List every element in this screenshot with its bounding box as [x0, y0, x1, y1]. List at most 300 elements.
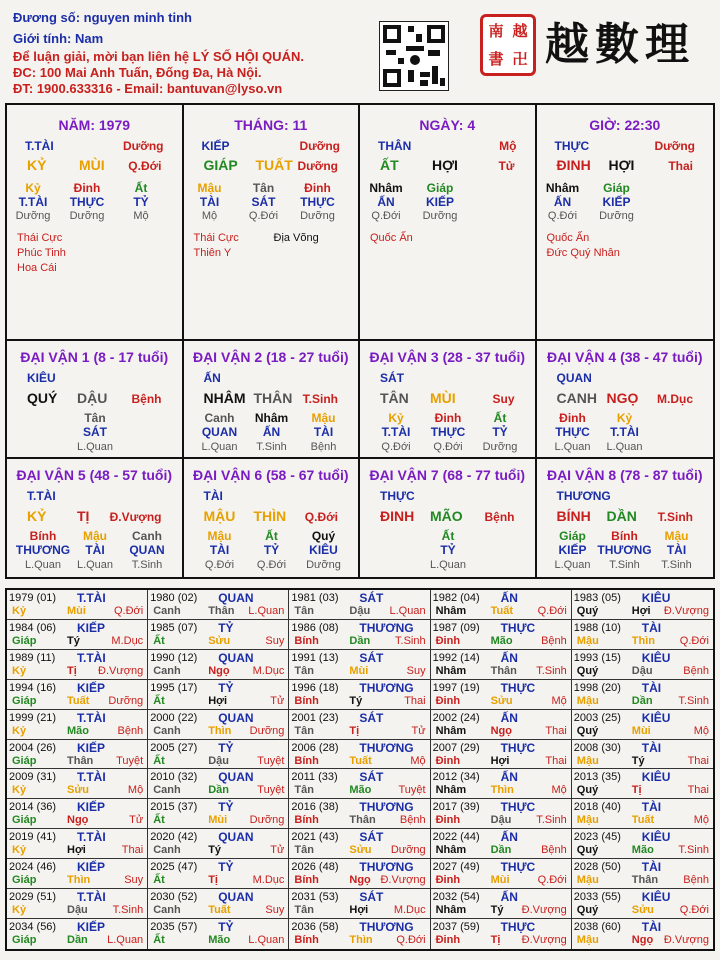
- year-cell[interactable]: [289, 650, 430, 680]
- year-stage: Suy: [406, 664, 426, 677]
- year-branch: Sửu: [349, 844, 372, 857]
- dai-van-ten-god: SÁT: [380, 371, 404, 385]
- dai-van-hidden-stage: L.Quan: [76, 559, 114, 571]
- dai-van-title: ĐẠI VẬN 6 (58 - 67 tuổi): [192, 467, 349, 483]
- dai-van-stage: Đ.Vượng: [109, 510, 162, 524]
- year-stem: Giáp: [12, 934, 37, 947]
- pillar-2: [184, 105, 361, 341]
- year-stem: Tân: [294, 605, 314, 617]
- year-cell[interactable]: [289, 919, 430, 949]
- dai-van-stem: NHÂM: [203, 390, 246, 406]
- dai-van-hidden-stem: Ất: [441, 529, 455, 543]
- year-cell[interactable]: [148, 650, 289, 680]
- year-stage: M.Dục: [252, 874, 285, 887]
- year-stem: Ất: [153, 634, 165, 647]
- year-ten-god: THƯƠNG: [359, 800, 414, 815]
- year-branch: Sửu: [208, 634, 231, 647]
- year-stage: Tử: [270, 694, 285, 707]
- year-label: 2023 (45): [573, 831, 621, 844]
- dai-van-stage: M.Dục: [657, 392, 693, 406]
- dai-van-hidden-god: TÀI: [666, 543, 687, 557]
- year-stem: Quý: [576, 904, 599, 917]
- year-cell[interactable]: [289, 740, 430, 770]
- year-cell[interactable]: [572, 859, 713, 889]
- year-stem: Bính: [294, 694, 319, 707]
- year-ten-god: TÀI: [641, 920, 662, 935]
- year-cell[interactable]: [7, 710, 148, 740]
- year-stage: Tử: [129, 814, 144, 827]
- year-stage: Đ.Vượng: [521, 934, 567, 947]
- year-stage: Suy: [124, 874, 144, 887]
- year-label: 1980 (02): [150, 592, 198, 604]
- year-cell[interactable]: [7, 740, 148, 770]
- hidden-stem-g: KIẾP: [602, 195, 631, 209]
- dai-van-hidden-stem: Ất: [265, 529, 278, 543]
- year-cell[interactable]: [431, 799, 572, 829]
- hidden-stem-g: ẤN: [377, 195, 395, 209]
- year-stage: Q.Đới: [113, 605, 144, 617]
- hidden-stem-h: Mậu: [197, 181, 222, 195]
- year-branch: Tị: [490, 934, 501, 947]
- year-branch: Dậu: [631, 664, 653, 677]
- year-stem: Kỷ: [12, 784, 27, 797]
- hidden-stem-h: Giáp: [426, 181, 454, 195]
- year-label: 2024 (46): [9, 861, 57, 874]
- year-branch: Ngọ: [349, 874, 371, 887]
- year-cell[interactable]: [7, 829, 148, 859]
- year-branch: Tý: [631, 754, 645, 767]
- dai-van-title: ĐẠI VẬN 3 (28 - 37 tuổi): [369, 349, 526, 365]
- year-stage: Dưỡng: [249, 724, 285, 737]
- dai-van-hidden-stem: Mậu: [207, 529, 232, 543]
- pillar-title: NĂM: 1979: [58, 117, 131, 133]
- year-ten-god: ẤN: [500, 650, 518, 665]
- year-cell[interactable]: [572, 590, 713, 620]
- pillar-ten-god: T.TÀI: [25, 139, 54, 153]
- year-stem: Kỷ: [12, 664, 27, 677]
- year-cell[interactable]: [572, 889, 713, 919]
- year-cell[interactable]: [289, 769, 430, 799]
- pillar-title: NGÀY: 4: [419, 117, 476, 133]
- dai-van-stem: CANH: [556, 390, 597, 406]
- dai-van-hidden-stage: Bệnh: [310, 441, 337, 453]
- year-stem: Tân: [294, 844, 314, 857]
- year-cell[interactable]: [7, 590, 148, 620]
- year-cell[interactable]: [148, 590, 289, 620]
- year-stem: Đinh: [435, 814, 461, 827]
- year-stage: Bệnh: [399, 814, 426, 827]
- dai-van-hidden-god: TÀI: [209, 543, 230, 557]
- year-label: 2038 (60): [573, 921, 621, 934]
- dai-van-branch: THÂN: [253, 390, 293, 406]
- dai-van-hidden-stem: Kỷ: [616, 411, 633, 425]
- pillar-branch-stage: Dưỡng: [297, 159, 338, 173]
- year-stem: Bính: [294, 934, 319, 947]
- year-ten-god: TỶ: [218, 620, 234, 635]
- year-ten-god: THỰC: [500, 800, 536, 815]
- year-cell[interactable]: [289, 889, 430, 919]
- year-stem: Đinh: [435, 934, 461, 947]
- year-label: 1996 (18): [291, 681, 339, 694]
- dai-van-hidden-stage: L.Quan: [76, 441, 114, 453]
- year-branch: Tị: [631, 784, 642, 797]
- year-stem: Kỷ: [12, 904, 27, 917]
- year-branch: Tuất: [349, 754, 372, 767]
- year-ten-god: SÁT: [359, 650, 384, 665]
- dai-van-2[interactable]: [184, 341, 361, 459]
- dai-van-stem: KỶ: [27, 508, 47, 524]
- year-stem: Quý: [576, 844, 599, 857]
- year-ten-god: THƯƠNG: [359, 620, 414, 635]
- dai-van-8[interactable]: [537, 459, 714, 577]
- year-cell[interactable]: [289, 590, 430, 620]
- year-ten-god: QUAN: [218, 710, 254, 725]
- year-cell[interactable]: [148, 799, 289, 829]
- dai-van-hidden-god: THỰC: [430, 425, 466, 439]
- year-stem: Giáp: [12, 634, 37, 647]
- year-stage: Thai: [404, 694, 426, 707]
- dai-van-stage: Q.Đới: [304, 510, 338, 524]
- star-item: Quốc Ấn: [546, 232, 590, 244]
- year-branch: Tị: [349, 724, 360, 737]
- pillar-branch: HỢI: [432, 157, 458, 173]
- year-cell[interactable]: [289, 829, 430, 859]
- year-ten-god: T.TÀI: [77, 650, 106, 665]
- year-cell[interactable]: [148, 680, 289, 710]
- year-stage: Đ.Vượng: [521, 904, 567, 917]
- year-ten-god: SÁT: [359, 890, 384, 905]
- year-stage: Suy: [265, 904, 285, 917]
- year-branch: Thìn: [490, 784, 514, 797]
- year-cell[interactable]: [7, 650, 148, 680]
- star-item: Thiên Y: [193, 247, 232, 259]
- year-cell[interactable]: [431, 859, 572, 889]
- dai-van-stage: Suy: [492, 392, 515, 406]
- hidden-stem-h: Kỷ: [25, 181, 41, 195]
- pillar-branch: HỢI: [608, 157, 635, 173]
- year-cell[interactable]: [7, 799, 148, 829]
- year-cell[interactable]: [148, 620, 289, 650]
- pillar-4: [537, 105, 714, 341]
- year-label: 2008 (30): [573, 741, 621, 754]
- year-stem: Canh: [153, 784, 181, 797]
- year-stage: Đ.Vượng: [663, 605, 709, 617]
- year-branch: Sửu: [67, 784, 90, 797]
- year-cell[interactable]: [148, 829, 289, 859]
- year-cell[interactable]: [572, 710, 713, 740]
- year-stage: Bệnh: [117, 724, 144, 737]
- dai-van-branch: MÃO: [430, 508, 463, 524]
- dai-van-hidden-stage: L.Quan: [606, 441, 643, 453]
- year-stage: Dưỡng: [108, 694, 144, 707]
- year-stage: Thai: [545, 754, 567, 767]
- pillar-branch: TUẤT: [255, 157, 293, 173]
- dai-van-7[interactable]: [360, 459, 537, 577]
- year-cell[interactable]: [148, 710, 289, 740]
- year-stage: Q.Đới: [396, 934, 426, 947]
- year-stage: L.Quan: [248, 934, 285, 947]
- year-stage: Q.Đới: [537, 605, 567, 617]
- year-cell[interactable]: [289, 859, 430, 889]
- dai-van-hidden-stage: Q.Đới: [433, 441, 463, 453]
- year-label: 1985 (07): [150, 621, 198, 634]
- year-label: 2025 (47): [150, 861, 198, 874]
- year-ten-god: THỰC: [500, 680, 536, 695]
- year-cell[interactable]: [572, 740, 713, 770]
- dai-van-hidden-stage: L.Quan: [24, 559, 62, 571]
- year-ten-god: T.TÀI: [77, 890, 106, 905]
- hidden-stem-s: Dưỡng: [422, 210, 458, 222]
- hidden-stem-s: Mộ: [201, 210, 218, 222]
- dai-van-4[interactable]: [537, 341, 714, 459]
- year-branch: Tý: [208, 844, 222, 857]
- year-branch: Ngọ: [67, 814, 89, 827]
- year-cell[interactable]: [148, 859, 289, 889]
- year-stage: L.Quan: [389, 605, 426, 617]
- pillar-stage: Dưỡng: [299, 139, 340, 153]
- dai-van-stem: QUÝ: [27, 390, 58, 406]
- year-cell[interactable]: [7, 620, 148, 650]
- year-cell[interactable]: [431, 650, 572, 680]
- year-cell[interactable]: [289, 620, 430, 650]
- year-branch: Ngọ: [208, 664, 230, 677]
- dai-van-hidden-stem: Đinh: [559, 411, 586, 425]
- year-branch: Mùi: [349, 664, 369, 677]
- year-ten-god: ẤN: [500, 770, 518, 785]
- dai-van-3[interactable]: [360, 341, 537, 459]
- year-cell[interactable]: [7, 859, 148, 889]
- dai-van-6[interactable]: [184, 459, 361, 577]
- hidden-stem-g: TỶ: [133, 195, 149, 209]
- year-ten-god: TỶ: [218, 740, 234, 755]
- year-ten-god: QUAN: [218, 890, 254, 905]
- year-stage: Tuyệt: [257, 784, 285, 797]
- year-cell[interactable]: [572, 919, 713, 949]
- year-label: 2009 (31): [9, 771, 57, 784]
- year-ten-god: TÀI: [641, 740, 662, 755]
- year-stem: Quý: [576, 605, 599, 617]
- year-ten-god: KIẾP: [77, 620, 106, 635]
- year-cell[interactable]: [289, 680, 430, 710]
- dai-van-stage: Bệnh: [484, 510, 515, 524]
- year-stem: Kỷ: [12, 605, 27, 617]
- dai-van-hidden-god: THƯƠNG: [597, 543, 652, 557]
- dai-van-hidden-god: T.TÀI: [381, 425, 411, 439]
- year-stem: Giáp: [12, 814, 37, 827]
- year-branch: Thìn: [208, 724, 232, 737]
- pillar-stem: ĐINH: [556, 157, 591, 173]
- year-cell[interactable]: [431, 829, 572, 859]
- year-branch: Hợi: [631, 605, 651, 617]
- year-stem: Giáp: [12, 754, 37, 767]
- year-stem: Kỷ: [12, 724, 27, 737]
- year-cell[interactable]: [431, 680, 572, 710]
- dai-van-hidden-god: TÀI: [85, 543, 105, 557]
- year-ten-god: KIẾP: [77, 680, 106, 695]
- year-label: 1988 (10): [573, 621, 621, 634]
- year-ten-god: QUAN: [218, 591, 254, 605]
- year-cell[interactable]: [148, 919, 289, 949]
- year-ten-god: KIẾP: [77, 860, 106, 875]
- dai-van-hidden-stage: L.Quan: [429, 559, 467, 571]
- year-ten-god: THỰC: [500, 920, 536, 935]
- dai-van-hidden-god: THƯƠNG: [15, 543, 71, 557]
- year-stage: Bệnh: [541, 844, 567, 857]
- year-stem: Ất: [153, 874, 165, 887]
- year-branch: Mùi: [67, 605, 86, 617]
- hidden-stem-h: Ất: [134, 181, 148, 195]
- year-ten-god: ẤN: [500, 710, 518, 725]
- year-branch: Mão: [631, 844, 654, 857]
- year-label: 1981 (03): [291, 592, 339, 604]
- year-label: 2028 (50): [573, 861, 621, 874]
- dai-van-stage: Bệnh: [131, 392, 162, 406]
- year-label: 2026 (48): [291, 861, 339, 874]
- hidden-stem-s: Dưỡng: [15, 210, 51, 222]
- pillar-stage: Dưỡng: [122, 139, 164, 153]
- year-cell[interactable]: [572, 829, 713, 859]
- year-label: 2017 (39): [432, 801, 480, 814]
- year-label: 1990 (12): [150, 651, 198, 664]
- year-ten-god: T.TÀI: [77, 830, 106, 845]
- year-stage: Q.Đới: [679, 904, 709, 917]
- hidden-stem-h: Đinh: [73, 181, 101, 195]
- year-stem: Canh: [153, 664, 181, 677]
- year-stage: Mộ: [693, 724, 709, 737]
- year-label: 2015 (37): [150, 801, 198, 814]
- year-stem: Nhâm: [435, 724, 467, 737]
- year-label: 2012 (34): [432, 771, 480, 784]
- year-ten-god: ẤN: [500, 591, 518, 605]
- year-cell[interactable]: [289, 710, 430, 740]
- year-stem: Quý: [576, 724, 599, 737]
- year-label: 2033 (55): [573, 891, 621, 904]
- year-stem: Nhâm: [435, 844, 467, 857]
- year-stage: T.Sinh: [536, 814, 567, 827]
- year-cell[interactable]: [148, 740, 289, 770]
- dai-van-hidden-stage: L.Quan: [554, 559, 591, 571]
- dai-van-hidden-stem: Đinh: [434, 411, 462, 425]
- year-cell[interactable]: [7, 919, 148, 949]
- year-stage: Mộ: [410, 754, 426, 767]
- dai-van-hidden-god: TỶ: [263, 543, 280, 557]
- year-label: 2027 (49): [432, 861, 480, 874]
- dai-van-stem: BÍNH: [556, 508, 591, 524]
- hidden-stem-g: THỰC: [69, 195, 105, 209]
- year-stage: Đ.Vượng: [663, 934, 709, 947]
- dai-van-stem: ĐINH: [380, 508, 415, 524]
- year-branch: Tuất: [490, 605, 513, 617]
- year-label: 2034 (56): [9, 921, 57, 934]
- year-branch: Mão: [349, 784, 372, 797]
- year-stem: Canh: [153, 605, 181, 617]
- dai-van-hidden-stem: Quý: [311, 529, 336, 543]
- dai-van-5[interactable]: [7, 459, 184, 577]
- year-cell[interactable]: [431, 620, 572, 650]
- year-stem: Đinh: [435, 874, 461, 887]
- year-cell[interactable]: [572, 799, 713, 829]
- yearly-grid: [5, 588, 715, 951]
- year-stage: Thai: [545, 724, 567, 737]
- year-cell[interactable]: [572, 769, 713, 799]
- year-cell[interactable]: [431, 919, 572, 949]
- year-cell[interactable]: [431, 710, 572, 740]
- year-stage: Dưỡng: [249, 814, 285, 827]
- year-stage: Q.Đới: [537, 874, 567, 887]
- dai-van-1[interactable]: [7, 341, 184, 459]
- year-ten-god: T.TÀI: [77, 770, 106, 785]
- dai-van-stem: MẬU: [203, 508, 236, 524]
- year-cell[interactable]: [572, 620, 713, 650]
- qr-code[interactable]: [379, 21, 449, 91]
- dai-van-hidden-stem: Giáp: [559, 529, 586, 543]
- hidden-stem-g: SÁT: [251, 195, 276, 209]
- year-stem: Ất: [153, 934, 165, 947]
- year-branch: Dậu: [67, 904, 88, 917]
- year-cell[interactable]: [431, 769, 572, 799]
- year-stem: Canh: [153, 844, 181, 857]
- year-cell[interactable]: [431, 740, 572, 770]
- dai-van-hidden-god: THỰC: [555, 425, 590, 439]
- year-cell[interactable]: [431, 590, 572, 620]
- year-stage: T.Sinh: [678, 694, 709, 707]
- dai-van-hidden-stage: T.Sinh: [131, 559, 163, 571]
- year-label: 2016 (38): [291, 801, 339, 814]
- year-cell[interactable]: [572, 650, 713, 680]
- year-label: 2036 (58): [291, 921, 339, 934]
- year-label: 1997 (19): [432, 681, 480, 694]
- dai-van-title: ĐẠI VẬN 4 (38 - 47 tuổi): [546, 349, 703, 365]
- year-stem: Giáp: [12, 874, 37, 887]
- year-cell[interactable]: [148, 889, 289, 919]
- year-branch: Dần: [631, 694, 653, 707]
- year-label: 1983 (05): [573, 592, 621, 604]
- year-cell[interactable]: [289, 799, 430, 829]
- year-branch: Mùi: [208, 814, 228, 827]
- phone-email-line[interactable]: ĐT: 1900.633316 - Email: bantuvan@lyso.vn: [13, 81, 283, 96]
- year-cell[interactable]: [7, 889, 148, 919]
- year-label: 2031 (53): [291, 891, 339, 904]
- year-cell[interactable]: [572, 680, 713, 710]
- year-cell[interactable]: [148, 769, 289, 799]
- year-stem: Tân: [294, 784, 314, 797]
- year-ten-god: THƯƠNG: [359, 740, 414, 755]
- dai-van-hidden-god: TỶ: [440, 543, 456, 557]
- year-branch: Tý: [349, 694, 363, 707]
- year-cell[interactable]: [7, 769, 148, 799]
- year-cell[interactable]: [431, 889, 572, 919]
- year-branch: Hợi: [349, 904, 369, 917]
- year-branch: Dậu: [208, 754, 229, 767]
- year-stem: Mậu: [576, 814, 599, 827]
- year-branch: Mão: [67, 724, 89, 737]
- year-cell[interactable]: [7, 680, 148, 710]
- year-label: 2006 (28): [291, 741, 339, 754]
- year-stem: Ất: [153, 754, 165, 767]
- year-ten-god: TÀI: [641, 860, 662, 875]
- dai-van-hidden-stem: Kỷ: [388, 411, 404, 425]
- year-ten-god: KIẾP: [77, 800, 106, 815]
- year-ten-god: TÀI: [641, 800, 662, 815]
- year-stem: Bính: [294, 874, 319, 887]
- year-branch: Dần: [490, 844, 512, 857]
- year-branch: Thìn: [631, 634, 656, 647]
- year-branch: Tị: [208, 874, 218, 887]
- dai-van-branch: THÌN: [253, 508, 287, 524]
- year-label: 2030 (52): [150, 891, 198, 904]
- year-label: 1992 (14): [432, 651, 480, 664]
- year-stem: Mậu: [576, 634, 599, 647]
